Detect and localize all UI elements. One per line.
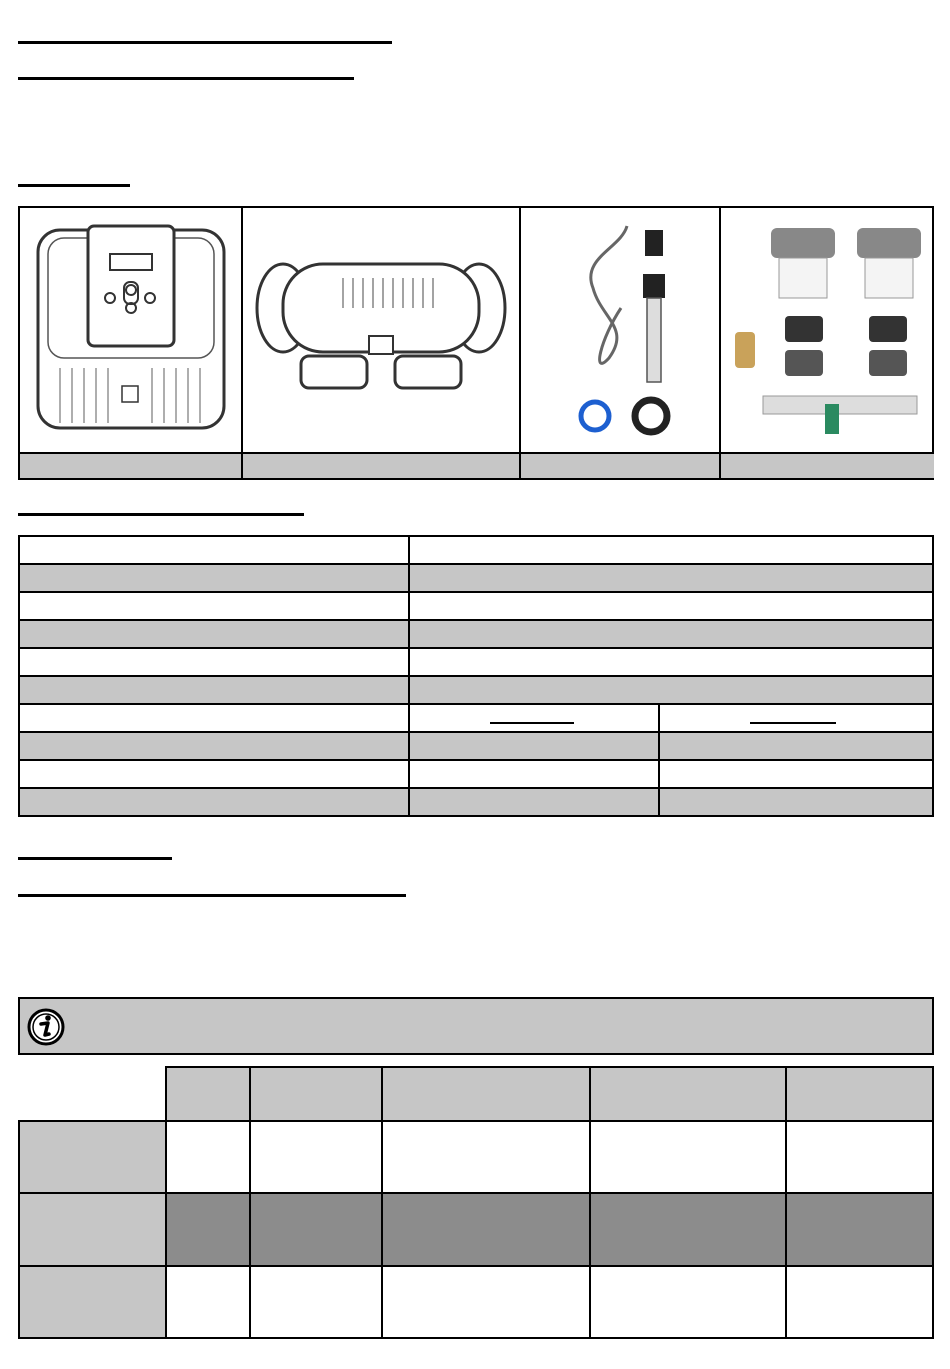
bottom-row-label <box>19 1266 166 1338</box>
model-underline <box>490 722 574 724</box>
bottom-cell <box>786 1121 933 1193</box>
bottom-cell <box>786 1193 933 1265</box>
spec-table <box>18 535 934 817</box>
bottom-table <box>18 1066 934 1339</box>
bottom-corner-cell <box>19 1067 166 1121</box>
caption-cell <box>521 452 721 478</box>
heading-rule-4 <box>18 513 304 516</box>
probe-kit-image <box>521 208 721 452</box>
bottom-cell <box>166 1193 250 1265</box>
spec-label-cell <box>19 760 409 788</box>
info-icon <box>26 1007 66 1052</box>
spec-value-cell <box>409 648 933 676</box>
bottom-row-label <box>19 1193 166 1265</box>
spec-label-cell <box>19 564 409 592</box>
spec-value-cell <box>659 704 933 732</box>
bottom-cell <box>382 1266 590 1338</box>
spec-label-cell <box>19 648 409 676</box>
spec-label-cell <box>19 732 409 760</box>
bottom-header-cell <box>250 1067 382 1121</box>
spec-label-cell <box>19 788 409 816</box>
product-image-strip <box>18 206 934 480</box>
model-underline <box>750 722 836 724</box>
spec-value-cell <box>409 536 933 564</box>
bottom-header-cell <box>166 1067 250 1121</box>
caption-cell <box>721 452 934 478</box>
bottom-cell <box>250 1193 382 1265</box>
heading-rule-3 <box>18 184 130 187</box>
bottom-cell <box>382 1121 590 1193</box>
bottom-header-cell <box>590 1067 786 1121</box>
spec-value-cell <box>409 592 933 620</box>
spec-label-cell <box>19 676 409 704</box>
spec-value-cell <box>659 732 933 760</box>
bottom-cell <box>166 1266 250 1338</box>
bottom-cell <box>786 1266 933 1338</box>
spec-value-cell <box>659 788 933 816</box>
electrolysis-cell-image <box>243 208 521 452</box>
heading-rule-5 <box>18 857 172 860</box>
bottom-cell <box>590 1193 786 1265</box>
bottom-cell <box>250 1121 382 1193</box>
spec-value-cell <box>659 760 933 788</box>
bottom-cell <box>166 1121 250 1193</box>
bottom-header-cell <box>786 1067 933 1121</box>
bottom-row-label <box>19 1121 166 1193</box>
caption-cell <box>20 452 243 478</box>
bottom-cell <box>382 1193 590 1265</box>
spec-value-cell <box>409 676 933 704</box>
heading-rule-2 <box>18 77 354 80</box>
spec-value-cell <box>409 704 659 732</box>
spec-label-cell <box>19 704 409 732</box>
heading-rule-1 <box>18 41 392 44</box>
spec-label-cell <box>19 592 409 620</box>
spec-label-cell <box>19 620 409 648</box>
spec-value-cell <box>409 760 659 788</box>
fittings-kit-image <box>721 208 934 452</box>
spec-value-cell <box>409 732 659 760</box>
bottom-cell <box>590 1266 786 1338</box>
spec-value-cell <box>409 788 659 816</box>
bottom-cell <box>590 1121 786 1193</box>
spec-label-cell <box>19 536 409 564</box>
spec-value-cell <box>409 620 933 648</box>
control-unit-image <box>20 208 243 452</box>
heading-rule-6 <box>18 894 406 897</box>
caption-cell <box>243 452 521 478</box>
spec-value-cell <box>409 564 933 592</box>
info-box <box>18 997 934 1055</box>
bottom-cell <box>250 1266 382 1338</box>
bottom-header-cell <box>382 1067 590 1121</box>
